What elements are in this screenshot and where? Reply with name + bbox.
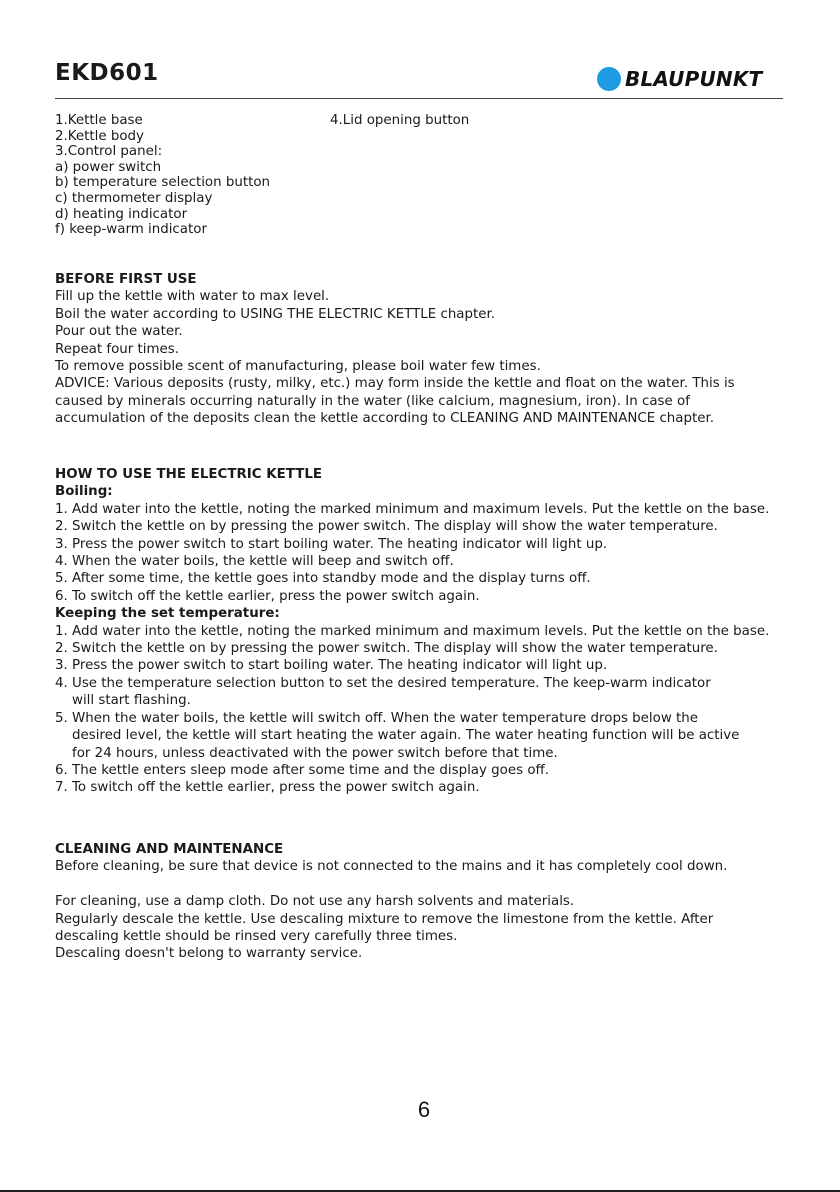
step-line: will start flashing. (72, 693, 191, 709)
step-line: 5. When the water boils, the kettle will switch off. When the water temperature drops below the (55, 710, 699, 726)
paragraph-line: Before cleaning, be sure that device is not connected to the mains and it has completely cool down. (55, 859, 728, 875)
paragraph-line: caused by minerals occurring naturally in the water (like calcium, magnesium, iron). In case of (55, 393, 690, 409)
paragraph-line: descaling kettle should be rinsed very carefully three times. (55, 929, 458, 945)
step-line: 6. The kettle enters sleep mode after some time and the display goes off. (55, 762, 550, 778)
parts-item: 2.Kettle body (55, 128, 144, 144)
brand-logo (597, 66, 762, 92)
before-first-use-section (55, 271, 735, 428)
step-line: for 24 hours, unless deactivated with the power switch before that time. (72, 745, 558, 761)
paragraph-line: Boil the water according to USING THE ELECTRIC KETTLE chapter. (55, 306, 496, 322)
brand-dot-icon (597, 67, 621, 91)
parts-item: c) thermometer display (55, 190, 213, 206)
paragraph-line: Regularly descale the kettle. Use descaling mixture to remove the limestone from the kettle. After (55, 911, 714, 927)
parts-item: a) power switch (55, 159, 162, 175)
subsection-title: Keeping the set temperature: (55, 606, 280, 622)
section-heading: BEFORE FIRST USE (55, 272, 197, 287)
paragraph-line: For cleaning, use a damp cloth. Do not use any harsh solvents and materials. (55, 894, 575, 910)
step-line: 7. To switch off the kettle earlier, press the power switch again. (55, 780, 480, 796)
step-line: 2. Switch the kettle on by pressing the power switch. The display will show the water temperature. (55, 519, 718, 535)
header-divider (55, 98, 783, 99)
step-line: desired level, the kettle will start heating the water again. The water heating function will be active (72, 728, 740, 744)
step-line: 5. After some time, the kettle goes into standby mode and the display turns off. (55, 571, 591, 587)
section-heading: CLEANING AND MAINTENANCE (55, 842, 284, 857)
step-line: 1. Add water into the kettle, noting the marked minimum and maximum levels. Put the kettle on the base. (55, 501, 770, 517)
parts-item: 4.Lid opening button (330, 113, 470, 128)
cleaning-section (55, 841, 727, 963)
paragraph-line: ADVICE: Various deposits (rusty, milky, etc.) may form inside the kettle and float on the water. This is (55, 376, 735, 392)
paragraph-line: accumulation of the deposits clean the kettle according to CLEANING AND MAINTENANCE chapter. (55, 411, 715, 427)
parts-item: f) keep-warm indicator (55, 222, 207, 238)
step-line: 4. When the water boils, the kettle will beep and switch off. (55, 554, 454, 570)
paragraph-line: Fill up the kettle with water to max level. (55, 289, 330, 305)
parts-item: 1.Kettle base (55, 113, 143, 128)
step-line: 3. Press the power switch to start boiling water. The heating indicator will light up. (55, 658, 608, 674)
step-line: 4. Use the temperature selection button to set the desired temperature. The keep-warm indicator (55, 675, 711, 691)
paragraph-line: Pour out the water. (55, 324, 183, 340)
parts-list (55, 113, 270, 238)
paragraph-line: Repeat four times. (55, 341, 180, 357)
paragraph-line: Descaling doesn't belong to warranty service. (55, 946, 363, 962)
paragraph-gap (55, 876, 727, 893)
parts-item: b) temperature selection button (55, 175, 271, 191)
section-heading: HOW TO USE THE ELECTRIC KETTLE (55, 467, 323, 482)
how-to-use-section (55, 466, 769, 797)
model-title: EKD601 (55, 60, 159, 86)
paragraph-line: To remove possible scent of manufacturing, please boil water few times. (55, 359, 541, 375)
parts-list-right (330, 113, 469, 129)
step-line: 3. Press the power switch to start boiling water. The heating indicator will light up. (55, 536, 608, 552)
step-line: 6. To switch off the kettle earlier, press the power switch again. (55, 588, 480, 604)
parts-item: 3.Control panel: (55, 144, 163, 160)
step-line: 1. Add water into the kettle, noting the marked minimum and maximum levels. Put the kettle on the base. (55, 623, 770, 639)
step-line: 2. Switch the kettle on by pressing the power switch. The display will show the water temperature. (55, 641, 718, 657)
parts-item: d) heating indicator (55, 206, 188, 222)
brand-name: BLAUPUNKT (625, 67, 763, 91)
page-number: 6 (417, 1097, 431, 1122)
subsection-title: Boiling: (55, 484, 113, 500)
